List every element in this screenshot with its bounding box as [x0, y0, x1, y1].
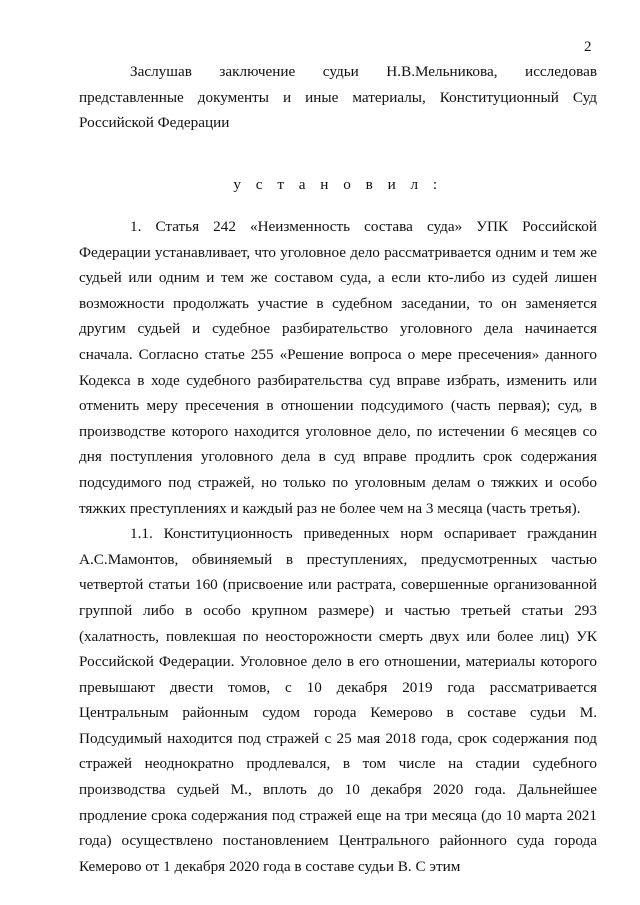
page-number: 2: [584, 39, 592, 55]
paragraph-1: 1. Статья 242 «Неизменность состава суда» УПК Российской Федерации устанавливает, что уголовное дело рассматривается одним и тем же судьей или одним и тем же составом суда, а если кто-либо из судей лишен возможности продолжать участие в судебном заседании, то он заменяется другим судьей и судебное разбирательство уголовного дела начинается сначала. Согласно статье 255 «Решение вопроса о мере пресечения» данного Кодекса в ходе судебного разбирательства суд вправе избрать, изменить или отменить меру пресечения в отношении подсудимого (часть первая); суд, в производстве которого находится уголовное дело, по истечении 6 месяцев со дня поступления уголовного дела в суд вправе продлить срок содержания подсудимого под стражей, но только по уголовным делам о тяжких и особо тяжких преступлениях и каждый раз не более чем на 3 месяца (часть третья).: [79, 218, 597, 517]
paragraph-1-1: 1.1. Конституционность приведенных норм оспаривает гражданин А.С.Мамонтов, обвиняемый в преступлениях, предусмотренных частью четвертой статьи 160 (присвоение или растрата, совершенные организованной группой либо в особо крупном размере) и частью третьей статьи 293 (халатность, повлекшая по неосторожности смерть двух или более лиц) УК Российской Федерации. Уголовное дело в его отношении, материалы которого превышают двести томов, с 10 декабря 2019 года рассматривается Центральным районным судом города Кемерово в составе судьи М. Подсудимый находится под стражей с 25 мая 2018 года, срок содержания под стражей неоднократно продлевался, в том числе на стадии судебного производства судьей М., вплоть до 10 декабря 2020 года. Дальнейшее продление срока содержания под стражей еще на три месяца (до 10 марта 2021 года) осуществлено постановлением Центрального районного суда города Кемерово от 1 декабря 2020 года в составе судьи В. С этим: [79, 525, 597, 875]
section-heading: у с т а н о в и л :: [233, 176, 443, 193]
intro-paragraph: Заслушав заключение судьи Н.В.Мельникова, исследовав представленные документы и иные материалы, Конституционный Суд Российской Федерации: [79, 63, 597, 132]
document-body: [79, 59, 597, 879]
